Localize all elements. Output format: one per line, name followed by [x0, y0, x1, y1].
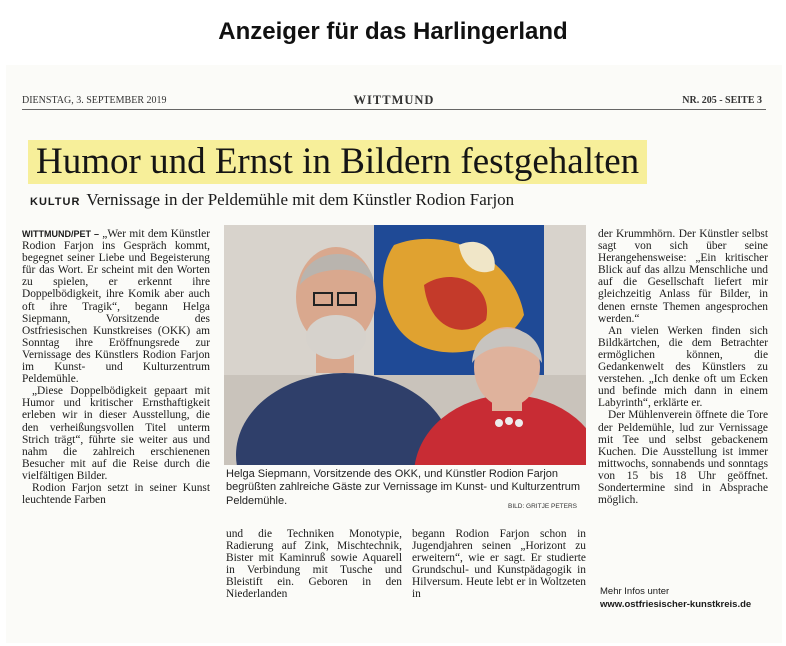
article-kicker	[30, 190, 514, 210]
photo-caption: Helga Siepmann, Vorsitzende des OKK, und Künstler Rodion Farjon begrüßten zahlreiche Gäste zur Vernissage im Kunst- und Kulturzentrum Peldemühle.	[226, 468, 581, 507]
article-photo	[224, 225, 586, 465]
header-rule	[22, 109, 766, 110]
section-name: WITTMUND	[353, 93, 435, 107]
dateline: WITTMUND/PET –	[22, 229, 99, 239]
paragraph: der Krummhörn. Der Künstler selbst sagt von sich über seine Herangehensweise: „Ein kritischer Blick auf das allzu Menschliche und auf die Gesellschaft liefert mir gleichzeitig Anlass für Bilder, in denen ernste Themen angesprochen werden.“	[598, 228, 768, 325]
more-info-label: Mehr Infos unter	[600, 586, 670, 597]
newspaper-clipping	[6, 65, 782, 643]
paragraph: „Wer mit dem Künstler Rodion Farjon ins Gespräch kommt, begegnet seiner Liebe und Begeisterung für das Wort. Er scheint mit den Worten zu spielen, er erkennt ihre Doppelbödigkeit, ihre Komik aber auch oft ihre Tragik“, begann Helga Siepmann, Vorsitzende des Ostfriesischen Kunstkreises (OKK) am Sonntag ihre Eröffnungsrede zur Vernissage des Künstlers Rodion Farjon im Kunst- und Kulturzentrum Peldemühle.	[22, 228, 210, 386]
masthead-title: Anzeiger für das Harlingerland	[218, 18, 568, 45]
paragraph: Der Mühlenverein öffnete die Tore der Peldemühle, lud zur Vernissage mit Tee und selbst gebackenem Kuchen. Die Ausstellung ist immer mittwochs, sonnabends und sonntags von 15 bis 18 Uhr geöffnet. Sondertermine sind in Absprache möglich.	[598, 409, 768, 507]
issue-date: DIENSTAG, 3. SEPTEMBER 2019	[22, 95, 167, 106]
article-column-3	[412, 528, 586, 601]
kicker-label: KULTUR	[30, 196, 81, 208]
page-number: NR. 205 - SEITE 3	[682, 95, 762, 106]
article-column-4	[598, 228, 768, 506]
paragraph: „Diese Doppelbödigkeit gepaart mit Humor und kritischer Ernsthaftigkeit erleben wir in dieser Ausstellung, die den verheißungsvollen Titel unterm Strich trägt“, führte sie weiter aus und nahm die zahlreich erschienenen Besucher mit auf die Reise durch die vielfältigen Bilder.	[22, 385, 210, 482]
more-info	[600, 586, 751, 611]
article-column-1	[22, 228, 210, 506]
more-info-url: www.ostfriesischer-kunstkreis.de	[600, 598, 752, 610]
article-headline: Humor und Ernst in Bildern festgehalten	[28, 140, 647, 184]
photo-illustration	[224, 225, 586, 465]
kicker-text: Vernissage in der Peldemühle mit dem Künstler Rodion Farjon	[86, 190, 515, 209]
paragraph: Rodion Farjon setzt in seiner Kunst leuchtende Farben	[22, 481, 210, 507]
photo-credit: BILD: GRITJE PETERS	[508, 503, 577, 510]
article-column-2	[226, 528, 402, 601]
paragraph: begann Rodion Farjon schon in Jugendjahren seinen „Horizont zu erweitern“, wie er sagt. Er studierte Grundschul- und Kunstpädagogik in Hilversum. Heute lebt er in Woltzeten in	[412, 528, 586, 601]
paragraph: An vielen Werken finden sich Bildkärtchen, die dem Betrachter ermöglichen können, die Gedankenwelt des Künstlers zu verstehen. „Ich denke oft um Ecken und befinde mich dann in einem Labyrinth“, erklärte er.	[598, 324, 768, 410]
paragraph: und die Techniken Monotypie, Radierung auf Zink, Mischtechnik, Bister mit Kaminruß sowie Aquarell in Verbindung mit Tusche und Bleistift ein. Geboren in den Niederlanden	[226, 528, 402, 601]
